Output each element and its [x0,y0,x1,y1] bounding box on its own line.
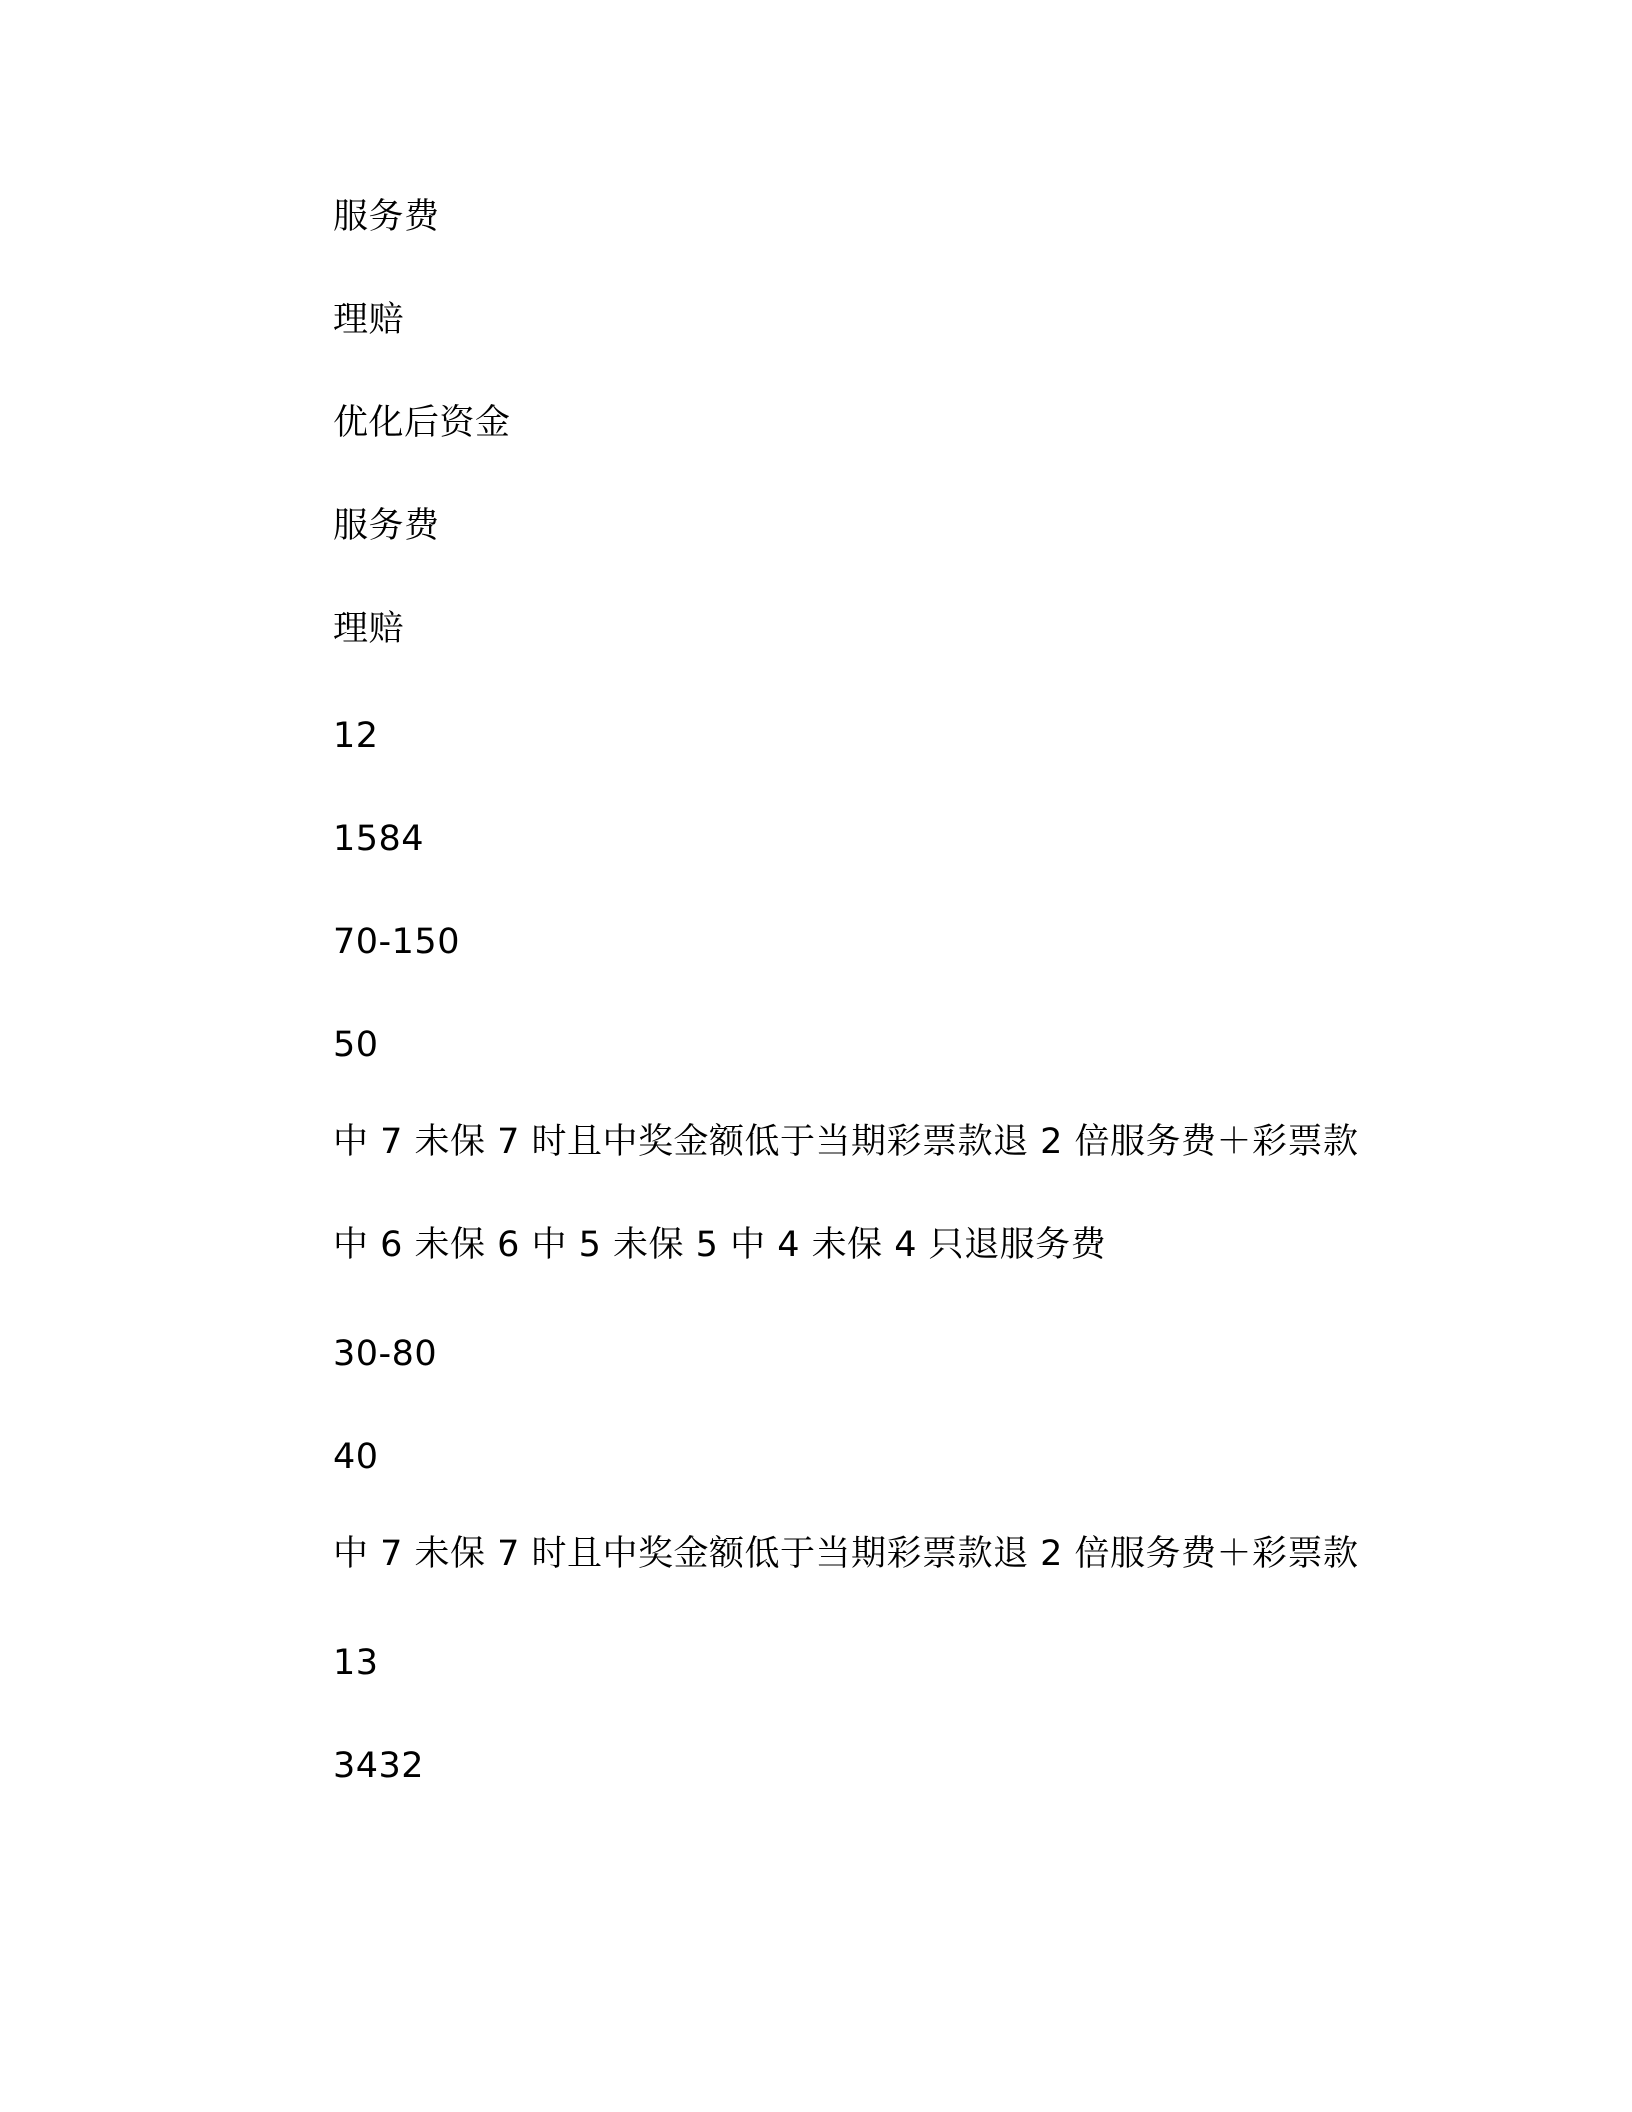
text-line-number: 40 [333,1437,379,1477]
text-line-number: 12 [333,716,379,756]
text-line-service-fee: 服务费 [333,506,440,546]
text-line-number: 13 [333,1643,379,1683]
text-line-rule: 中 7 未保 7 时且中奖金额低于当期彩票款退 2 倍服务费＋彩票款 [333,1122,1359,1162]
text-line-number: 3432 [333,1746,425,1786]
text-line-number: 50 [333,1025,379,1065]
text-line-rule: 中 7 未保 7 时且中奖金额低于当期彩票款退 2 倍服务费＋彩票款 [333,1534,1359,1574]
text-line-service-fee: 服务费 [333,197,440,237]
text-line-number: 1584 [333,819,425,859]
text-line-rule: 中 6 未保 6 中 5 未保 5 中 4 未保 4 只退服务费 [333,1225,1107,1265]
text-line-range: 70-150 [333,922,460,962]
text-line-claim: 理赔 [333,609,405,649]
text-line-claim: 理赔 [333,300,405,340]
text-line-range: 30-80 [333,1334,438,1374]
text-line-optimized-funds: 优化后资金 [333,403,511,443]
